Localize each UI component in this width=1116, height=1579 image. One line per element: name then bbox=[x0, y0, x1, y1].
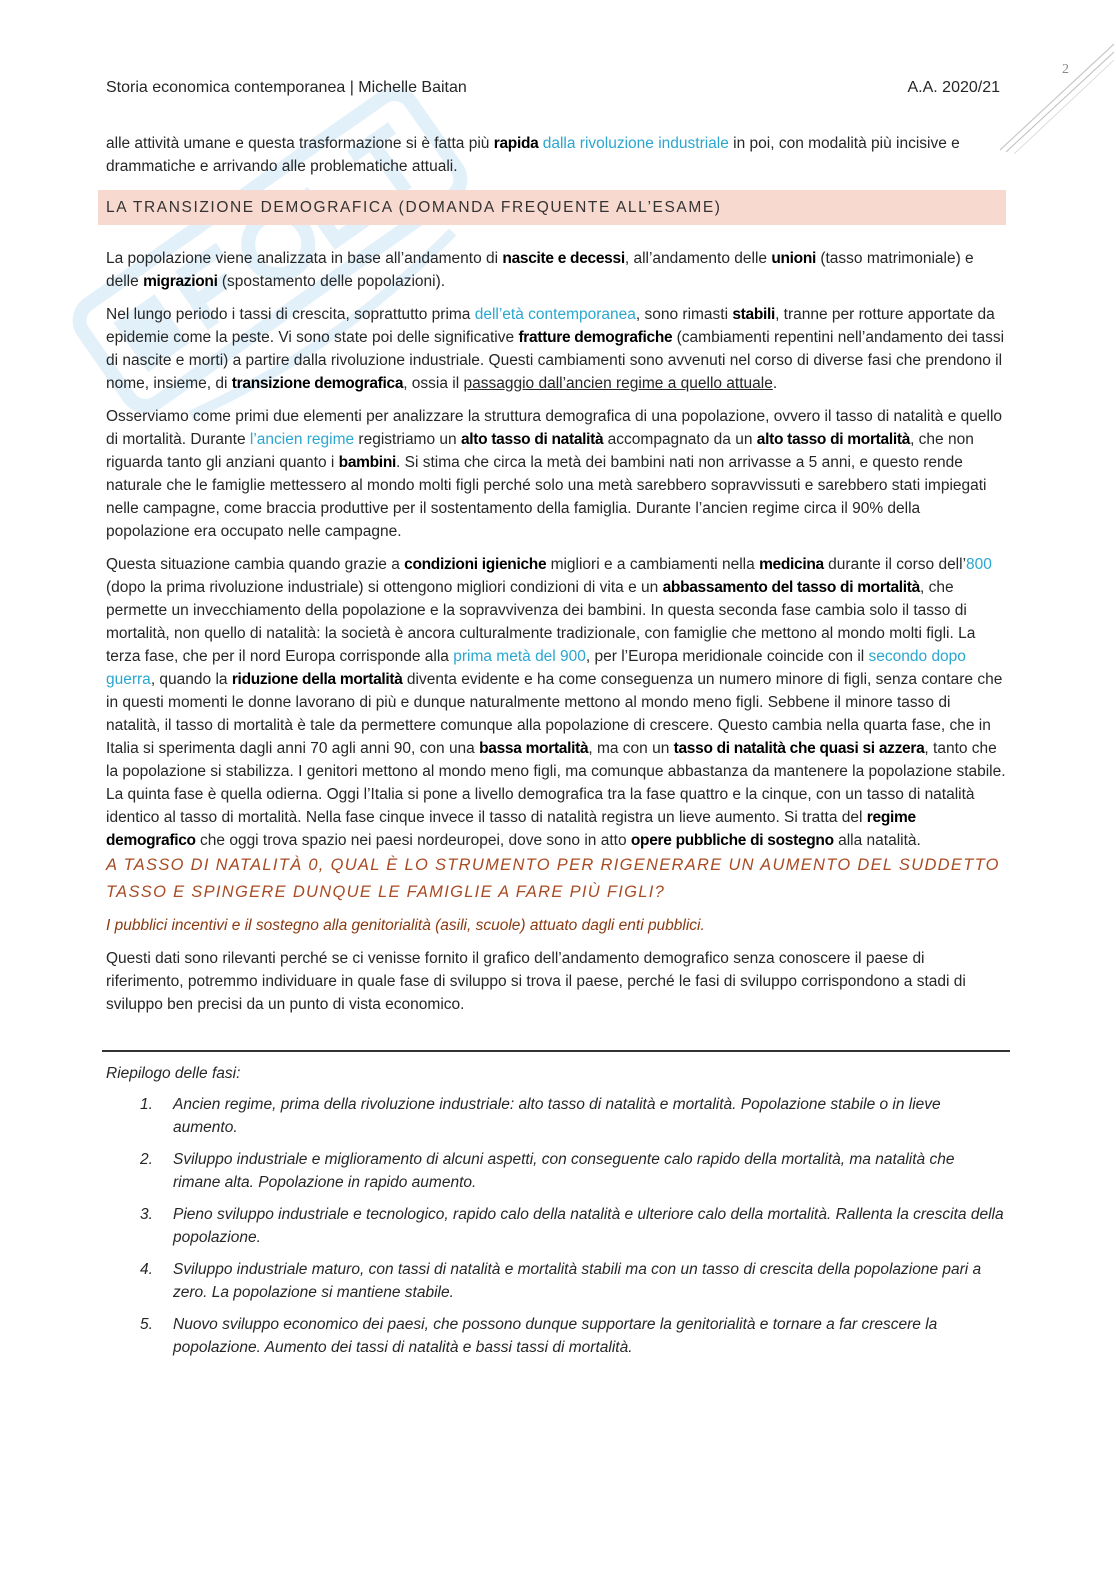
keyword: stabili bbox=[732, 306, 776, 323]
keyword: medicina bbox=[759, 556, 824, 573]
paragraph-population: La popolazione viene analizzata in base all’andamento di nascite e decessi, all’andamento delle unioni (tasso matrimoniale) e delle migrazioni (spostamento delle popolazioni). bbox=[106, 250, 974, 290]
document-body bbox=[106, 132, 1006, 1368]
list-item: 2. Sviluppo industriale e miglioramento di alcuni aspetti, con conseguente calo rapido della mortalità, ma natalità che rimane alta. Popolazione in rapido aumento. bbox=[140, 1151, 955, 1191]
header-academic-year: A.A. 2020/21 bbox=[907, 79, 1000, 96]
list-item: 3. Pieno sviluppo industriale e tecnologico, rapido calo della natalità e ulteriore calo della mortalità. Rallenta la crescita della popolazione. bbox=[140, 1206, 1004, 1246]
list-item: 4. Sviluppo industriale maturo, con tassi di natalità e mortalità stabili ma con un tasso di crescita della popolazione pari a zero. La popolazione si mantiene stabile. bbox=[140, 1261, 982, 1301]
highlighted-phrase: dell’età contemporanea bbox=[474, 306, 636, 323]
exam-question: A TASSO DI NATALITÀ 0, QUAL È LO STRUMENTO PER RIGENERARE UN AUMENTO DEL SUDDETTO TASSO E SPINGERE DUNQUE LE FAMIGLIE A FARE PIÙ FIGLI? bbox=[106, 856, 1000, 901]
keyword: migrazioni bbox=[143, 273, 218, 290]
keyword: riduzione della mortalità bbox=[231, 671, 403, 688]
divider bbox=[102, 1050, 1010, 1052]
page-corner-decoration bbox=[996, 0, 1116, 160]
list-item: 5. Nuovo sviluppo economico dei paesi, che possono dunque supportare la genitorialità e tornare a far crescere la popolazione. Aumento dei tassi di natalità e bassi tassi di mortalità. bbox=[140, 1316, 938, 1356]
summary-title: Riepilogo delle fasi: bbox=[106, 1065, 241, 1082]
paragraph-phases: Questa situazione cambia quando grazie a condizioni igieniche migliori e a cambiamenti nella medicina durante il corso dell’800 (dopo la prima rivoluzione industriale) si ottengono migliori condizioni di vita e un abbassamento del tasso di mortalità, che permette un invecchiamento della popolazione e la sopravvivenza dei bambini. In questa seconda fase cambia solo il tasso di mortalità, non quello di natalità: la società è ancora culturalmente tradizionale, con famiglie che mettono al mondo molti figli. La terza fase, che per il nord Europa corrisponde alla prima metà del 900, per l’Europa meridionale coincide con il secondo dopo guerra, quando la riduzione della mortalità diventa evidente e ha come conseguenza un numero minore di figli, senza contare che in questi momenti le donne lavorano di più e dunque naturalmente mettono al mondo meno figli. Sebbene il minore tasso di natalità, il tasso di mortalità è tale da permettere comunque alla popolazione di crescere. Questo cambia nella quarta fase, che in Italia si sperimenta dagli anni 70 agli anni 90, con una bassa mortalità, ma con un tasso di natalità che quasi si azzera, tanto che la popolazione si stabilizza. I genitori mettono al mondo meno figli, ma comunque abbastanza da mantenere la popolazione stabile. La quinta fase è quella odierna. Oggi l’Italia si pone a livello demografica tra la fase quattro e la cinque, con un tasso di natalità identico al tasso di mortalità. Nella fase cinque invece il tasso di natalità registra un lieve aumento. Si tratta del regime demografico che oggi trova spazio nei paesi nordeuropei, dove sono in atto opere pubbliche di sostegno alla natalità. bbox=[106, 556, 1006, 849]
highlighted-phrase: l’ancien regime bbox=[249, 431, 355, 448]
highlighted-phrase: prima metà del 900 bbox=[453, 648, 586, 665]
keyword: rapida bbox=[493, 135, 539, 152]
paragraph-growth-rates: Nel lungo periodo i tassi di crescita, soprattutto prima dell’età contemporanea, sono rimasti stabili, tranne per rotture apportate da epidemie come la peste. Vi sono state poi delle significative fratture demografiche (cambiamenti repentini nell’andamento dei tassi di nascite e morti) a partire dalla rivoluzione industriale. Questi cambiamenti sono avvenuti nel corso di diverse fasi che prendono il nome, insieme, di transizione demografica, ossia il passaggio dall’ancien regime a quello attuale. bbox=[106, 306, 1005, 392]
summary-list bbox=[106, 1093, 1006, 1359]
keyword: transizione demografica bbox=[231, 375, 404, 392]
highlighted-phrase: secondo dopo guerra bbox=[106, 648, 966, 688]
keyword: tasso di natalità che quasi si azzera bbox=[673, 740, 925, 757]
page-number: 2 bbox=[1062, 62, 1069, 77]
keyword: alto tasso di natalità bbox=[460, 431, 604, 448]
intro-paragraph: alle attività umane e questa trasformazione si è fatta più rapida dalla rivoluzione industriale in poi, con modalità più incisive e drammatiche e arrivando alle problematiche attuali. bbox=[106, 135, 960, 175]
keyword: abbassamento del tasso di mortalità bbox=[662, 579, 920, 596]
section-heading: LA TRANSIZIONE DEMOGRAFICA (DOMANDA FREQUENTE ALL’ESAME) bbox=[98, 190, 1006, 225]
header-title: Storia economica contemporanea | Michelle Baitan bbox=[106, 79, 467, 96]
keyword: regime demografico bbox=[106, 809, 916, 849]
underlined-phrase: passaggio dall’ancien regime a quello attuale bbox=[463, 375, 773, 392]
exam-answer: I pubblici incentivi e il sostegno alla genitorialità (asili, scuole) attuato dagli enti pubblici. bbox=[106, 917, 705, 934]
keyword: unioni bbox=[771, 250, 817, 267]
keyword: opere pubbliche di sostegno bbox=[630, 832, 834, 849]
list-item: 1. Ancien regime, prima della rivoluzione industriale: alto tasso di natalità e mortalità. Popolazione stabile o in lieve aumento. bbox=[140, 1096, 941, 1136]
keyword: bassa mortalità bbox=[479, 740, 589, 757]
keyword: condizioni igieniche bbox=[404, 556, 547, 573]
highlighted-phrase: 800 bbox=[966, 556, 992, 573]
page-header bbox=[106, 76, 1000, 99]
paragraph-ancien-regime: Osserviamo come primi due elementi per analizzare la struttura demografica di una popolazione, ovvero il tasso di natalità e quello di mortalità. Durante l’ancien regime registriamo un alto tasso di natalità accompagnato da un alto tasso di mortalità, che non riguarda tanto gli anziani quanto i bambini. Si stima che circa la metà dei bambini nati non arrivasse a 5 anni, e questo rende naturale che le famiglie mettessero al mondo molti figli perché solo una metà sarebbero sopravvissuti e sarebbero stati impiegati nelle campagne, come braccia produttive per il sostentamento della famiglia. Durante l’ancien regime circa il 90% della popolazione era occupato nelle campagne. bbox=[106, 408, 1003, 540]
highlighted-phrase: dalla rivoluzione industriale bbox=[542, 135, 729, 152]
keyword: fratture demografiche bbox=[518, 329, 673, 346]
keyword: alto tasso di mortalità bbox=[756, 431, 911, 448]
paragraph-conclusion: Questi dati sono rilevanti perché se ci venisse fornito il grafico dell’andamento demografico senza conoscere il paese di riferimento, potremmo individuare in quale fase di sviluppo si trova il paese, perché le fasi di sviluppo corrispondono a stadi di sviluppo ben precisi da un punto di vista economico. bbox=[106, 950, 966, 1013]
keyword: bambini bbox=[338, 454, 396, 471]
keyword: nascite e decessi bbox=[502, 250, 625, 267]
